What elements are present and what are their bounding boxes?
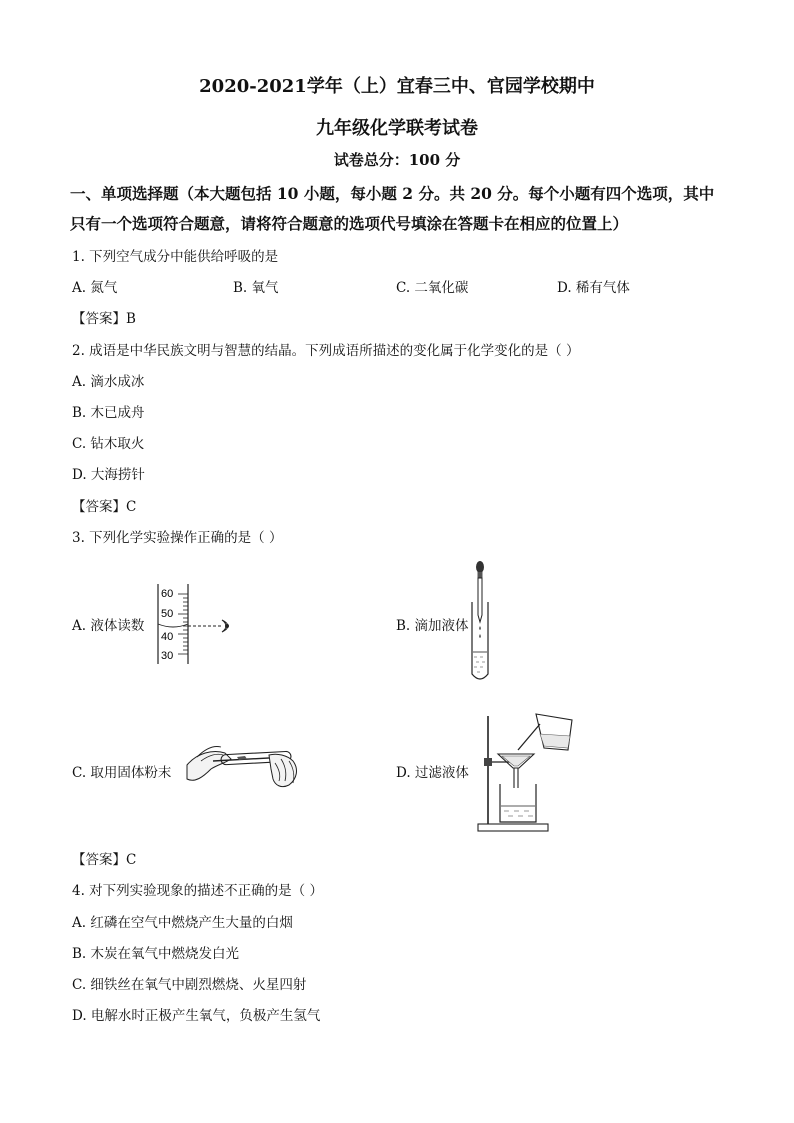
question-2-stem: 2. 成语是中华民族文明与智慧的结晶。下列成语所描述的变化属于化学变化的是（ ） xyxy=(72,343,580,359)
question-2-option-b: B. 木已成舟 xyxy=(72,405,145,421)
scale-label-60: 60 xyxy=(161,588,174,600)
question-1-option-b: B. 氧气 xyxy=(233,280,279,296)
answer-value: C xyxy=(126,499,137,515)
question-1-stem: 1. 下列空气成分中能供给呼吸的是 xyxy=(72,249,279,265)
question-1-option-c: C. 二氧化碳 xyxy=(396,280,469,296)
question-3-option-a: A. 液体读数 xyxy=(72,618,145,634)
question-2-answer xyxy=(72,495,136,515)
question-1-answer xyxy=(72,307,136,327)
question-3-stem: 3. 下列化学实验操作正确的是（ ） xyxy=(72,530,283,546)
answer-value: B xyxy=(126,311,136,327)
question-4-option-c: C. 细铁丝在氧气中剧烈燃烧、火星四射 xyxy=(72,977,307,993)
scale-label-30: 30 xyxy=(161,650,174,662)
total-score: 试卷总分：100 分 xyxy=(333,151,461,169)
hands-test-tube-figure xyxy=(177,735,307,793)
answer-value: C xyxy=(126,852,137,868)
question-4-option-b: B. 木炭在氧气中燃烧发白光 xyxy=(72,946,240,962)
dropper-test-tube-figure xyxy=(465,560,495,684)
question-2-option-a: A. 滴水成冰 xyxy=(72,374,145,390)
scale-label-50: 50 xyxy=(161,608,174,620)
question-2-option-c: C. 钻木取火 xyxy=(72,436,145,452)
question-4-option-a: A. 红磷在空气中燃烧产生大量的白烟 xyxy=(72,915,293,931)
question-3-option-d: D. 过滤液体 xyxy=(396,765,469,781)
scale-label-40: 40 xyxy=(161,631,174,643)
answer-label: 【答案】 xyxy=(72,499,126,515)
question-3-answer xyxy=(72,848,136,868)
question-1-option-a: A. 氮气 xyxy=(72,280,118,296)
question-1-option-d: D. 稀有气体 xyxy=(557,280,630,296)
question-4-option-d: D. 电解水时正极产生氧气，负极产生氢气 xyxy=(72,1008,321,1024)
page-subtitle: 九年级化学联考试卷 xyxy=(316,118,478,139)
question-3-option-b: B. 滴加液体 xyxy=(396,618,469,634)
question-4-stem: 4. 对下列实验现象的描述不正确的是（ ） xyxy=(72,883,323,899)
answer-label: 【答案】 xyxy=(72,311,126,327)
graduated-cylinder-figure xyxy=(150,580,245,666)
section-heading-line2: 只有一个选项符合题意，请将符合题意的选项代号填涂在答题卡在相应的位置上） xyxy=(70,214,629,233)
question-3-option-c: C. 取用固体粉末 xyxy=(72,765,172,781)
question-2-option-d: D. 大海捞针 xyxy=(72,467,145,483)
page-title: 2020-2021学年（上）宜春三中、官园学校期中 xyxy=(199,76,595,97)
section-heading-line1: 一、单项选择题（本大题包括 10 小题，每小题 2 分。共 20 分。每个小题有四个选项，其中 xyxy=(70,184,715,203)
filtration-apparatus-figure xyxy=(476,710,580,834)
answer-label: 【答案】 xyxy=(72,852,126,868)
